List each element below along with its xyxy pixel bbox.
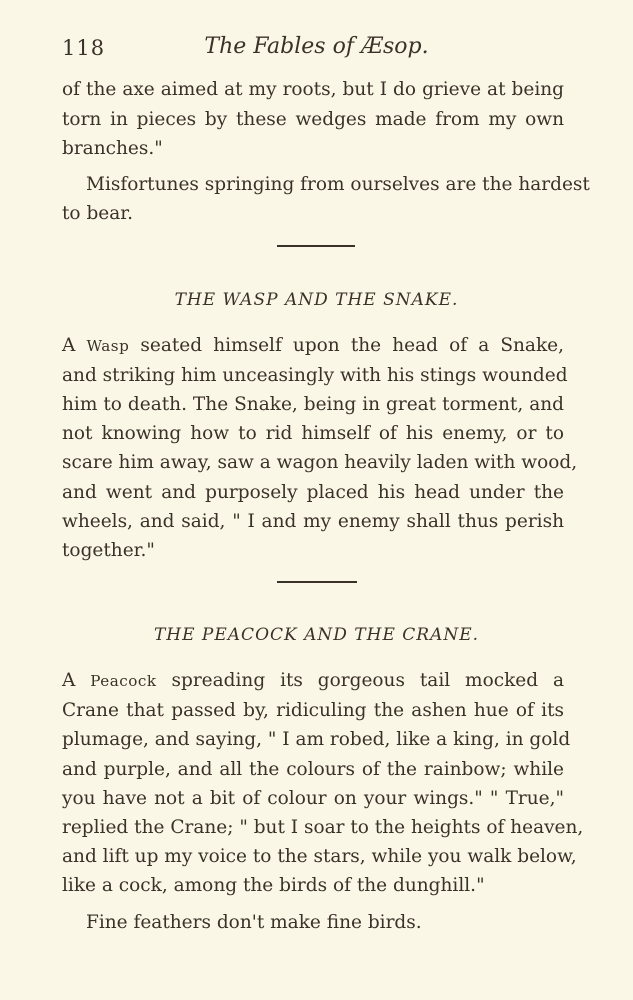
text-line: not knowing how to rid himself of his enemy, or to: [62, 423, 564, 444]
drop-word-initial: A: [62, 335, 76, 356]
text-line: Crane that passed by, ridiculing the ashen hue of its: [62, 700, 564, 721]
section-divider: [277, 245, 355, 247]
fable-title: THE WASP AND THE SNAKE.: [174, 290, 459, 310]
drop-word-initial: A: [62, 670, 76, 691]
text-line: him to death. The Snake, being in great torment, and: [62, 394, 564, 415]
text-line: and lift up my voice to the stars, while you walk below,: [62, 846, 577, 867]
text-line: scare him away, saw a wagon heavily laden with wood,: [62, 452, 578, 473]
running-title: The Fables of Æsop.: [204, 34, 429, 59]
moral-line: to bear.: [62, 203, 133, 224]
text-line: and striking him unceasingly with his stings wounded: [62, 365, 568, 386]
small-caps-word: Peacock: [90, 672, 157, 690]
text-line-rest: seated himself upon the head of a Snake,: [140, 335, 564, 356]
text-line: torn in pieces by these wedges made from my own: [62, 109, 564, 130]
text-line: [62, 334, 564, 358]
text-line: and went and purposely placed his head under the: [62, 482, 564, 503]
text-line: like a cock, among the birds of the dunghill.": [62, 875, 485, 896]
text-line: replied the Crane; " but I soar to the heights of heaven,: [62, 817, 584, 838]
text-line: plumage, and saying, " I am robed, like a king, in gold: [62, 729, 571, 750]
moral-line: Misfortunes springing from ourselves are the hardest: [86, 174, 590, 195]
text-line-rest: spreading its gorgeous tail mocked a: [171, 670, 565, 691]
fable-title: THE PEACOCK AND THE CRANE.: [153, 625, 480, 645]
text-line: wheels, and said, " I and my enemy shall thus perish: [62, 511, 564, 532]
text-line: together.": [62, 540, 155, 561]
text-line: and purple, and all the colours of the rainbow; while: [62, 759, 564, 780]
small-caps-word: Wasp: [86, 337, 130, 355]
text-line: [62, 669, 564, 693]
text-line: branches.": [62, 138, 163, 159]
section-divider: [277, 581, 357, 583]
text-line: you have not a bit of colour on your wings." " True,": [62, 788, 564, 809]
text-line: of the axe aimed at my roots, but I do grieve at being: [62, 79, 564, 100]
moral-line: Fine feathers don't make fine birds.: [86, 912, 422, 933]
page-number: 118: [62, 36, 106, 60]
